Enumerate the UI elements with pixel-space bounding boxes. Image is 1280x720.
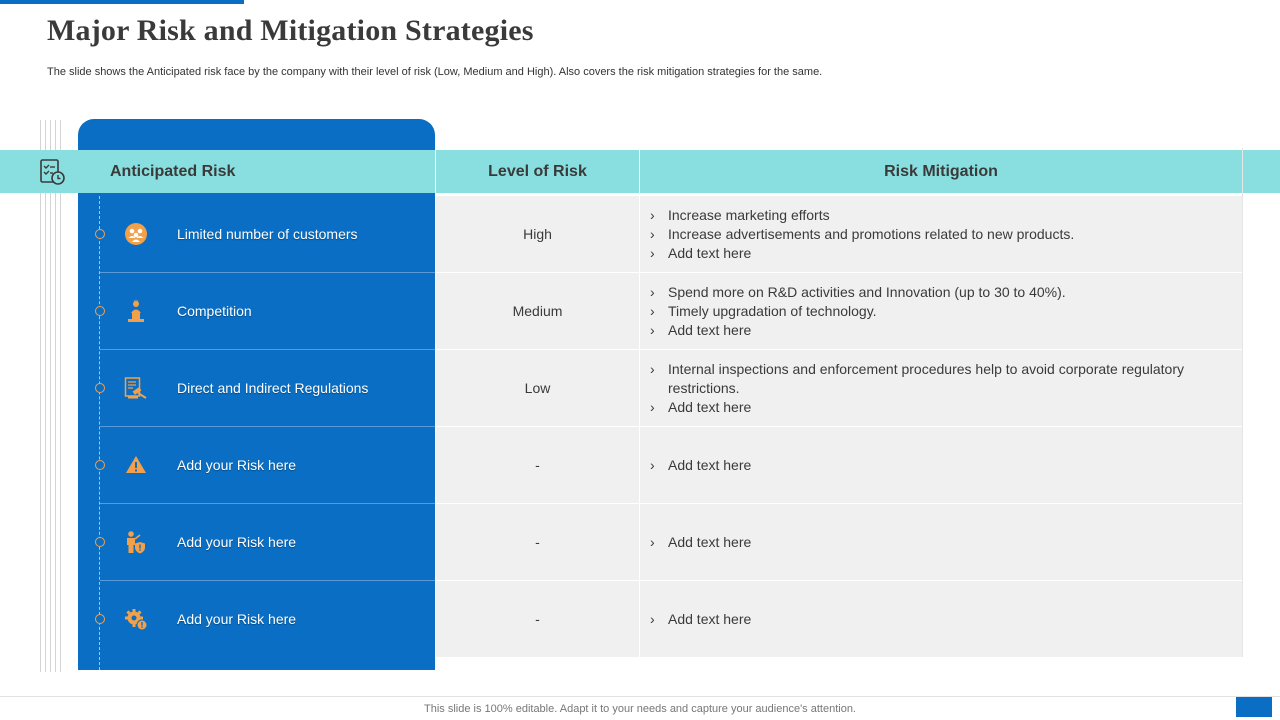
table-row — [0, 196, 1280, 273]
table-row — [0, 350, 1280, 427]
mitigation-item: › Increase advertisements and promotions related to new products. — [650, 225, 1075, 242]
mitigation-cell — [640, 196, 1242, 272]
mitigation-item: › Spend more on R&D activities and Innovation (up to 30 to 40%). — [650, 283, 1066, 300]
slide-title: Major Risk and Mitigation Strategies — [47, 14, 534, 47]
slide-subtitle: The slide shows the Anticipated risk face by the company with their level of risk (Low, Medium and High). Also covers the risk mitigation strategies for the same. — [47, 66, 823, 78]
mitigation-cell — [640, 504, 1242, 580]
timeline-dot — [95, 537, 105, 547]
risk-level: - — [436, 581, 639, 657]
timeline-dot — [95, 383, 105, 393]
risk-label: Limited number of customers — [177, 226, 358, 242]
people-group-icon — [124, 222, 148, 246]
mitigation-item: › Add text here — [650, 321, 752, 338]
gavel-document-icon — [124, 376, 148, 400]
footer-accent-square — [1236, 697, 1272, 717]
risk-cell — [100, 273, 435, 349]
gear-alert-icon — [124, 607, 148, 631]
risk-level: - — [436, 504, 639, 580]
risk-label: Direct and Indirect Regulations — [177, 380, 369, 396]
table-row — [0, 581, 1280, 658]
timeline-dot — [95, 614, 105, 624]
risk-label: Add your Risk here — [177, 611, 297, 627]
timeline-dot — [95, 306, 105, 316]
risk-cell — [100, 196, 435, 272]
mitigation-item: › Increase marketing efforts — [650, 206, 830, 223]
mitigation-item: › Add text here — [650, 456, 752, 473]
risk-level: Medium — [436, 273, 639, 349]
footer-divider — [0, 696, 1280, 697]
mitigation-item: › Internal inspections and enforcement procedures help to avoid corporate regulatory restrictions. — [650, 360, 1184, 396]
risk-level: High — [436, 196, 639, 272]
person-shield-icon — [124, 530, 148, 554]
header-risk-mitigation: Risk Mitigation — [884, 162, 998, 180]
checklist-clock-icon — [37, 157, 67, 187]
table-row — [0, 504, 1280, 581]
mitigation-item: › Add text here — [650, 533, 752, 550]
risk-label: Add your Risk here — [177, 457, 297, 473]
person-podium-icon — [124, 299, 148, 323]
timeline-dot — [95, 460, 105, 470]
risk-label: Add your Risk here — [177, 534, 297, 550]
mitigation-cell — [640, 273, 1242, 349]
footer-note: This slide is 100% editable. Adapt it to your needs and capture your audience's attention. — [424, 703, 856, 715]
mitigation-item: › Add text here — [650, 610, 752, 627]
risk-cell — [100, 427, 435, 503]
mitigation-item: › Add text here — [650, 244, 752, 261]
table-row — [0, 273, 1280, 350]
risk-level: Low — [436, 350, 639, 426]
risk-cell — [100, 504, 435, 580]
mitigation-cell — [640, 350, 1242, 426]
mitigation-cell — [640, 581, 1242, 657]
mitigation-cell — [640, 427, 1242, 503]
risk-cell — [100, 350, 435, 426]
table-row — [0, 427, 1280, 504]
risk-level: - — [436, 427, 639, 503]
mitigation-item: › Timely upgradation of technology. — [650, 302, 877, 319]
timeline-dot — [95, 229, 105, 239]
risk-label: Competition — [177, 303, 252, 319]
header-anticipated-risk: Anticipated Risk — [110, 162, 236, 180]
warning-triangle-icon — [124, 453, 148, 477]
header-level-of-risk: Level of Risk — [488, 162, 587, 180]
risk-cell — [100, 581, 435, 657]
top-accent-bar — [0, 0, 244, 4]
mitigation-item: › Add text here — [650, 398, 752, 415]
